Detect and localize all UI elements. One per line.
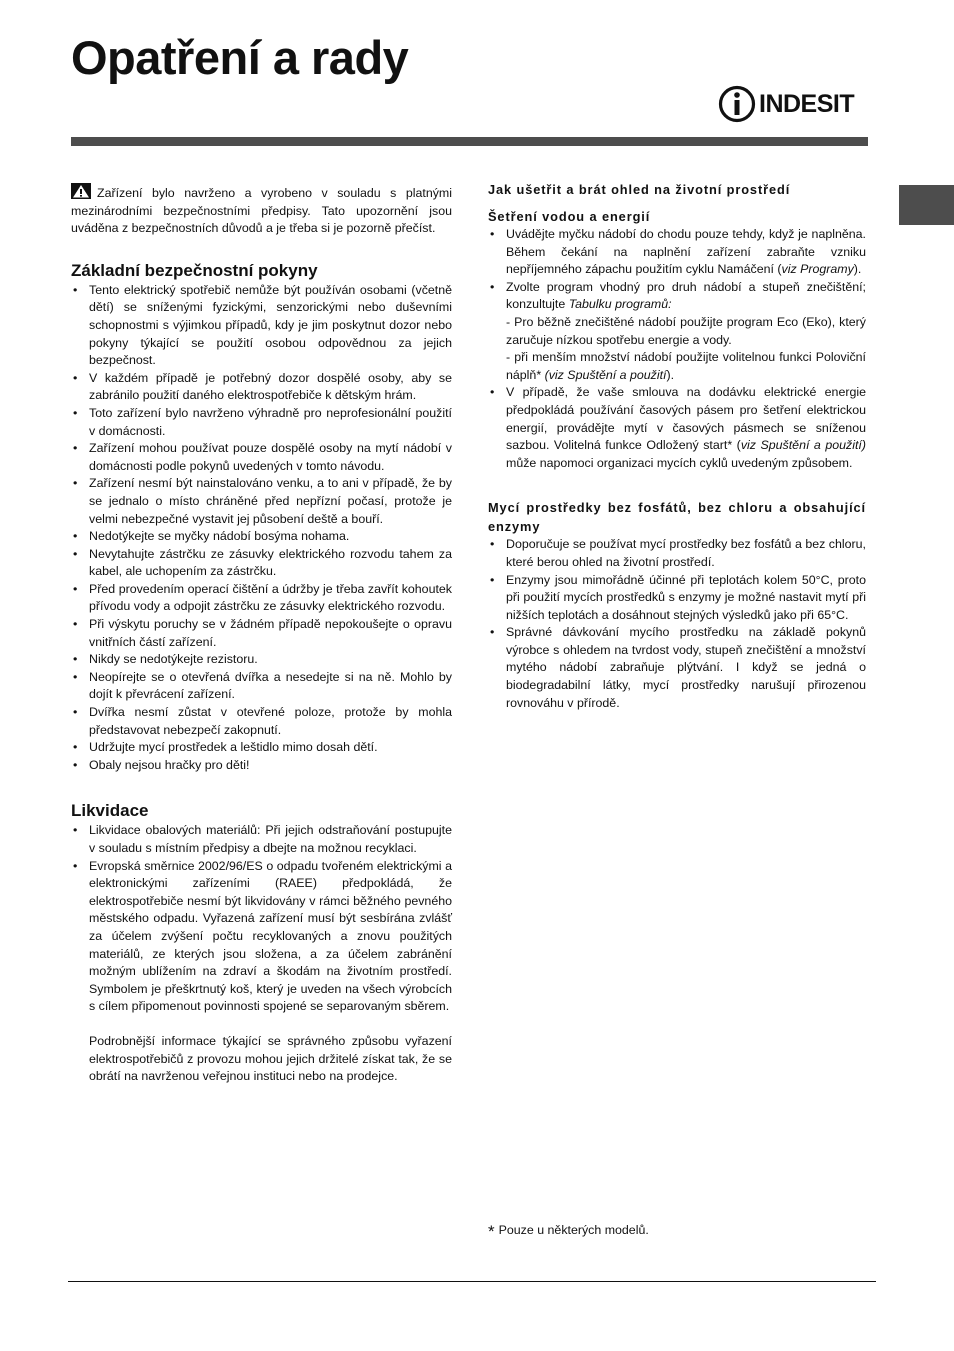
list-item [488,226,866,279]
disposal-heading: Likvidace [71,801,149,821]
item-reference: viz Spuštění a použití) [740,438,866,453]
item-text: V případě, že vaše smlouva na dodávku elektrické energie předpokládá používání časových pásem pro šetření elektrickou energií, provádějte mytí v časových pásmech se sníženou sazbou. Volitelná funkce Odložený start* ( [506,385,866,453]
left-column [71,183,452,1086]
environment-heading: Jak ušetřit a brát ohled na životní prostředí [488,182,791,197]
indesit-logo-icon [718,84,756,124]
list-item: • Nevytahujte zástrčku ze zásuvky elektrického rozvodu tahem za kabel, ale uchopením za zástrčku. [71,546,452,581]
sub-item [506,349,866,384]
list-item: • Enzymy jsou mimořádně účinné při teplotách kolem 50°C, proto při použití mycích prostředků s enzymy je možné nastavit mytí při nižších teplotách a dosáhnout stejných výsledků jako při 65°C. [488,572,866,625]
brand-name: INDESIT [759,89,855,118]
footnote-mark: * [488,1222,495,1241]
item-text: Uvádějte myčku nádobí do chodu pouze tehdy, když je naplněna. Během čekání na naplnění zařízení zabraňte vzniku nepříjemného zápachu použitím cyklu Namáčení ( [506,227,866,277]
list-item [488,279,866,385]
section-tab [899,185,954,225]
list-item: • Správné dávkování mycího prostředku na základě pokynů výrobce s ohledem na tvrdost vody, stupeň znečištění a množství mytého nádobí zabraňuje plýtvání. I když se jedná o biodegradabilní látky, mycí prostředky narušují přirozenou rovnováhu v přírodě. [488,624,866,712]
list-item: • Toto zařízení bylo navrženo výhradně pro neprofesionální použití v domácnosti. [71,405,452,440]
list-item: • Nedotýkejte se myčky nádobí bosýma nohama. [71,528,452,546]
list-item: • Obaly nejsou hračky pro děti! [71,757,452,775]
item-text: ). [853,262,862,277]
list-item: • Nikdy se nedotýkejte rezistoru. [71,651,452,669]
safety-heading: Základní bezpečnostní pokyny [71,260,318,280]
list-item: • Evropská směrnice 2002/96/ES o odpadu tvořeném elektrickými a elektronickými zařízeními (RAEE) předpokládá, že elektrospotřebiče nesmí být likvidovány v rámci běžného pevného městského odpadu. Vyřazená zařízení musí být sesbírána zvlášť za účelem zvýšení počtu recyklovaných a znovu použitých materiálů, ze kterých jsou složena, a za účelem zabránění možným ublížením na zdraví a škodám na životním prostředí. Symbolem je přeškrtnutý koš, který je uveden na všech výrobcích s cílem připomenout povinnosti spojené se separovaným sběrem. [71,858,452,1016]
saving-list [488,226,866,472]
detergents-heading: Mycí prostředky bez fosfátů, bez chloru a obsahující enzymy [488,500,866,535]
brand-logo [718,84,870,124]
list-item: • Neopírejte se o otevřená dvířka a nesedejte si na ně. Mohlo by dojít k převrácení zařízení. [71,669,452,704]
footnote-text: Pouze u některých modelů. [498,1223,649,1237]
detergents-list [488,536,866,712]
list-item: • Před provedením operací čištění a údržby je třeba zavřít kohoutek přívodu vody a odpojit zástrčku ze zásuvky elektrického rozvodu. [71,581,452,616]
list-item [488,384,866,472]
list-item: • Dvířka nesmí zůstat v otevřené poloze, protože by mohla představovat nebezpečí zakopnutí. [71,704,452,739]
item-reference: viz Programy [781,262,854,277]
sub-item: - Pro běžně znečištěné nádobí použijte program Eco (Eko), který zaručuje nízkou spotřebu energie a vody. [506,314,866,347]
footnote [488,1222,649,1242]
disposal-extra: Podrobnější informace týkající se správného způsobu vyřazení elektrospotřebičů z provozu mohou jejich držitelé získat tak, že se obrátí na navrženou veřejnou instituci nebo na prodejce. [89,1033,452,1084]
item-text: může napomoci organizaci mycích cyklů uvedeným způsobem. [506,455,853,470]
saving-heading: Šetření vodou a energií [488,209,651,224]
list-item: • Udržujte mycí prostředek a leštidlo mimo dosah dětí. [71,739,452,757]
item-text: ). [666,367,675,382]
list-item: • Doporučuje se používat mycí prostředky bez fosfátů a bez chloru, které berou ohled na životní prostředí. [488,536,866,571]
list-item: • Při výskytu poruchy se v žádném případě nepokoušejte o opravu vnitřních částí zařízení. [71,616,452,651]
list-item: • Tento elektrický spotřebič nemůže být používán osobami (včetně dětí) se sníženými fyzickými, senzorickými nebo duševními schopnostmi s výjimkou případů, kdy je jim poskytnut dozor nebo pokyny týkající se použití osobou odpovědnou za jejich bezpečnost. [71,282,452,370]
list-item: • Zařízení nesmí být nainstalováno venku, a to ani v případě, že by se jednalo o místo chráněné před nepřízní počasí, protože je velmi nebezpečné vystavit jej působení deště a bouří. [71,475,452,528]
page-title: Opatření a rady [71,31,409,84]
safety-list [71,282,452,775]
list-item: • Zařízení mohou používat pouze dospělé osoby na mytí nádobí v domácnosti podle pokynů uvedených v tomto návodu. [71,440,452,475]
disposal-list [71,822,452,1016]
intro-text: Zařízení bylo navrženo a vyrobeno v souladu s platnými mezinárodními bezpečnostními předpisy. Tato upozornění jsou uváděna z bezpečnostních důvodů a je třeba si je pozorně přečíst. [71,186,452,236]
right-column [488,180,866,712]
list-item: • Likvidace obalových materiálů: Při jejich odstraňování postupujte v souladu s místním předpisy a dbejte na možnou recyklaci. [71,822,452,857]
header-rule [71,137,868,146]
intro-paragraph [71,183,452,238]
list-item: • V každém případě je potřebný dozor dospělé osoby, aby se zabránilo použití daného elektrospotřebiče k dětským hrám. [71,370,452,405]
item-text: Zvolte program vhodný pro druh nádobí a stupeň znečištění; konzultujte [506,279,866,312]
item-text: - při menším množství nádobí použijte volitelnou funkci Poloviční náplň* [506,350,866,382]
footer-rule [68,1281,876,1282]
warning-triangle-icon [71,183,91,199]
item-reference: (viz Spuštění a použití [544,367,667,382]
item-reference: Tabulku programů: [568,297,672,312]
